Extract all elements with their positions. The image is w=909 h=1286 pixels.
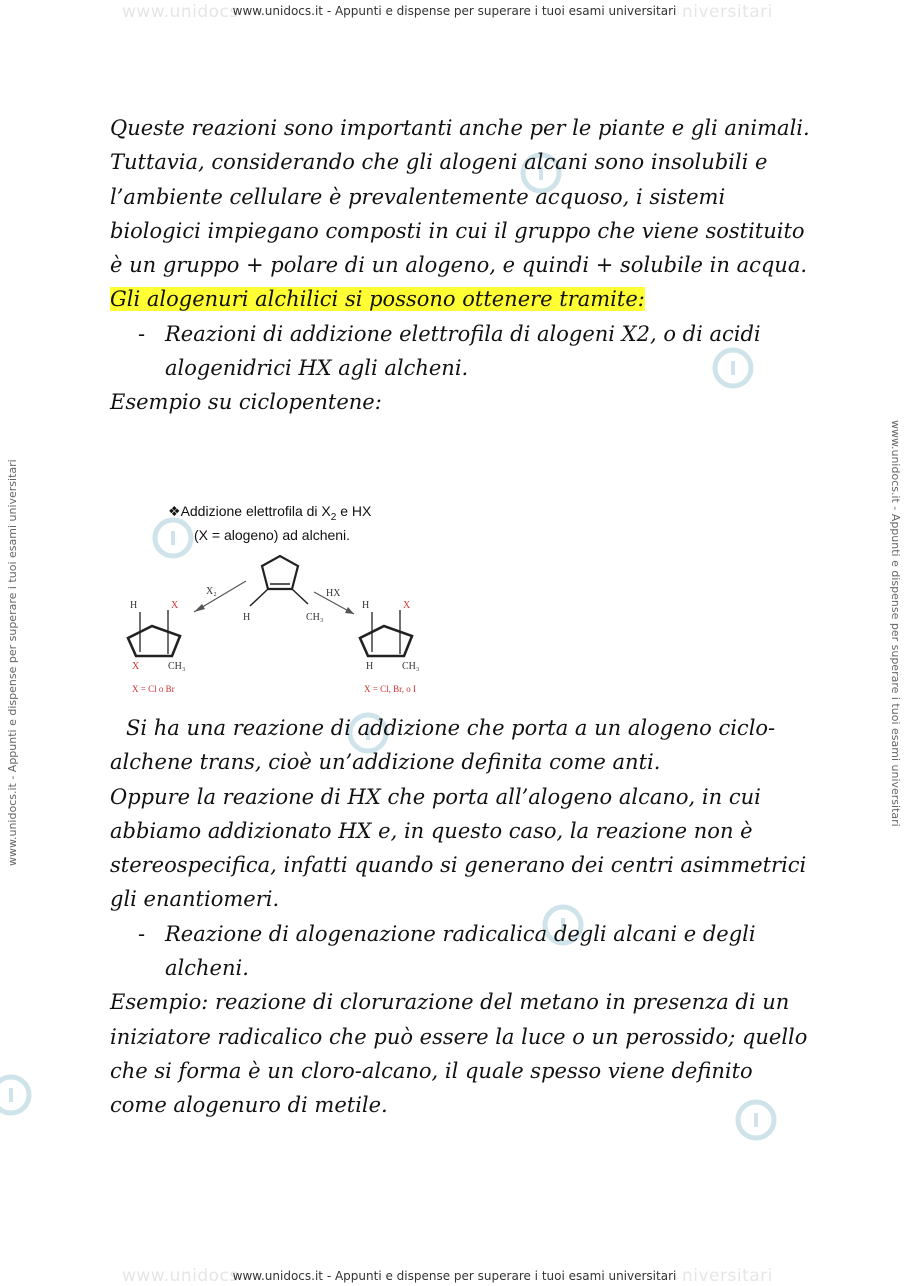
figure-title-pre: Addizione elettrofila di X — [180, 503, 331, 519]
figure-title-sub: 2 — [330, 511, 337, 523]
reactant-ch3-label: CH₃ — [306, 612, 324, 623]
reaction-figure — [122, 496, 462, 708]
right-product — [360, 600, 419, 694]
paragraph: Si ha una reazione di addizione che porta a un alogeno ciclo-alchene trans, cioè un’addizione definita come anti. — [110, 716, 776, 775]
paragraph: Esempio su ciclopentene: — [110, 390, 382, 415]
reactant-h-label: H — [243, 612, 251, 623]
highlight: Gli alogenuri alchilici si possono ottenere tramite: — [110, 287, 645, 312]
paragraph: Oppure la reazione di HX che porta all’alogeno alcano, in cui abbiamo addizionato HX e, in questo caso, la reazione non è stereospecifica, infatti quando si generano dei centri asimmetrici gli enantiomeri. — [110, 784, 807, 912]
arrow-hx-label: HX — [326, 588, 341, 599]
side-watermark-right: www.unidocs.it - Appunti e dispense per superare i tuoi esami universitari — [889, 420, 902, 827]
paragraph: Esempio: reazione di clorurazione del metano in presenza di un iniziatore radicalico che può essere la luce o un perossido; quello che si forma è un cloro-alcano, il quale spesso viene definito come alogenuro di metile. — [110, 990, 808, 1118]
footer-ghost-right: niversitari — [682, 1266, 773, 1286]
footer-link[interactable]: www.unidocs.it - Appunti e dispense per superare i tuoi esami universitari — [232, 1269, 677, 1283]
right-top-x: X — [403, 600, 411, 611]
left-product — [128, 600, 185, 694]
bullet-dash: - — [138, 921, 146, 946]
arrow-x2-label: X₂ — [206, 586, 217, 597]
text-block-bottom — [110, 711, 810, 1123]
text-block-top — [110, 111, 810, 420]
paragraph: Tuttavia, considerando che gli alogeni alcani sono insolubili e l’ambiente cellulare è prevalentemente acquoso, i sistemi biologici impiegano composti in cui il gruppo che viene sostituito è un gruppo + polare di un alogeno, e quindi + solubile in acqua. — [110, 150, 808, 278]
bullet-item — [110, 317, 810, 386]
bullet-dash: - — [138, 321, 146, 346]
left-top-x: X — [171, 600, 179, 611]
bullet-text: Reazioni di addizione elettrofila di alogeni X2, o di acidi alogenidrici HX agli alcheni. — [165, 321, 761, 381]
footer-ghost-left: www.unidocs — [122, 1266, 239, 1286]
reaction-scheme — [122, 496, 462, 708]
left-bottom-x: X — [132, 661, 140, 672]
right-bottom-h: H — [366, 661, 374, 672]
left-top-h: H — [130, 600, 138, 611]
unidocs-logo-icon — [0, 1072, 34, 1118]
bullet-text: Reazione di alogenazione radicalica degli alcani e degli alcheni. — [165, 921, 756, 981]
right-bottom-ch3: CH₃ — [402, 661, 420, 672]
header-link[interactable]: www.unidocs.it - Appunti e dispense per superare i tuoi esami universitari — [232, 4, 677, 18]
header-ghost-left: www.unidocs — [122, 2, 239, 22]
left-product-note: X = Cl o Br — [132, 684, 175, 694]
left-bottom-ch3: CH₃ — [168, 661, 186, 672]
highlighted-paragraph — [110, 282, 810, 316]
paragraph: Queste reazioni sono importanti anche per le piante e gli animali. — [110, 116, 810, 140]
figure-title-line2: (X = alogeno) ad alcheni. — [194, 527, 351, 543]
right-top-h: H — [362, 600, 370, 611]
right-product-note: X = Cl, Br, o I — [364, 684, 416, 694]
figure-bullet-icon: ❖ — [168, 503, 181, 519]
header-ghost-right: niversitari — [682, 2, 773, 22]
figure-title-post: e HX — [336, 503, 372, 519]
side-watermark-left: www.unidocs.it - Appunti e dispense per superare i tuoi esami universitari — [6, 459, 19, 866]
bullet-item — [110, 917, 810, 986]
